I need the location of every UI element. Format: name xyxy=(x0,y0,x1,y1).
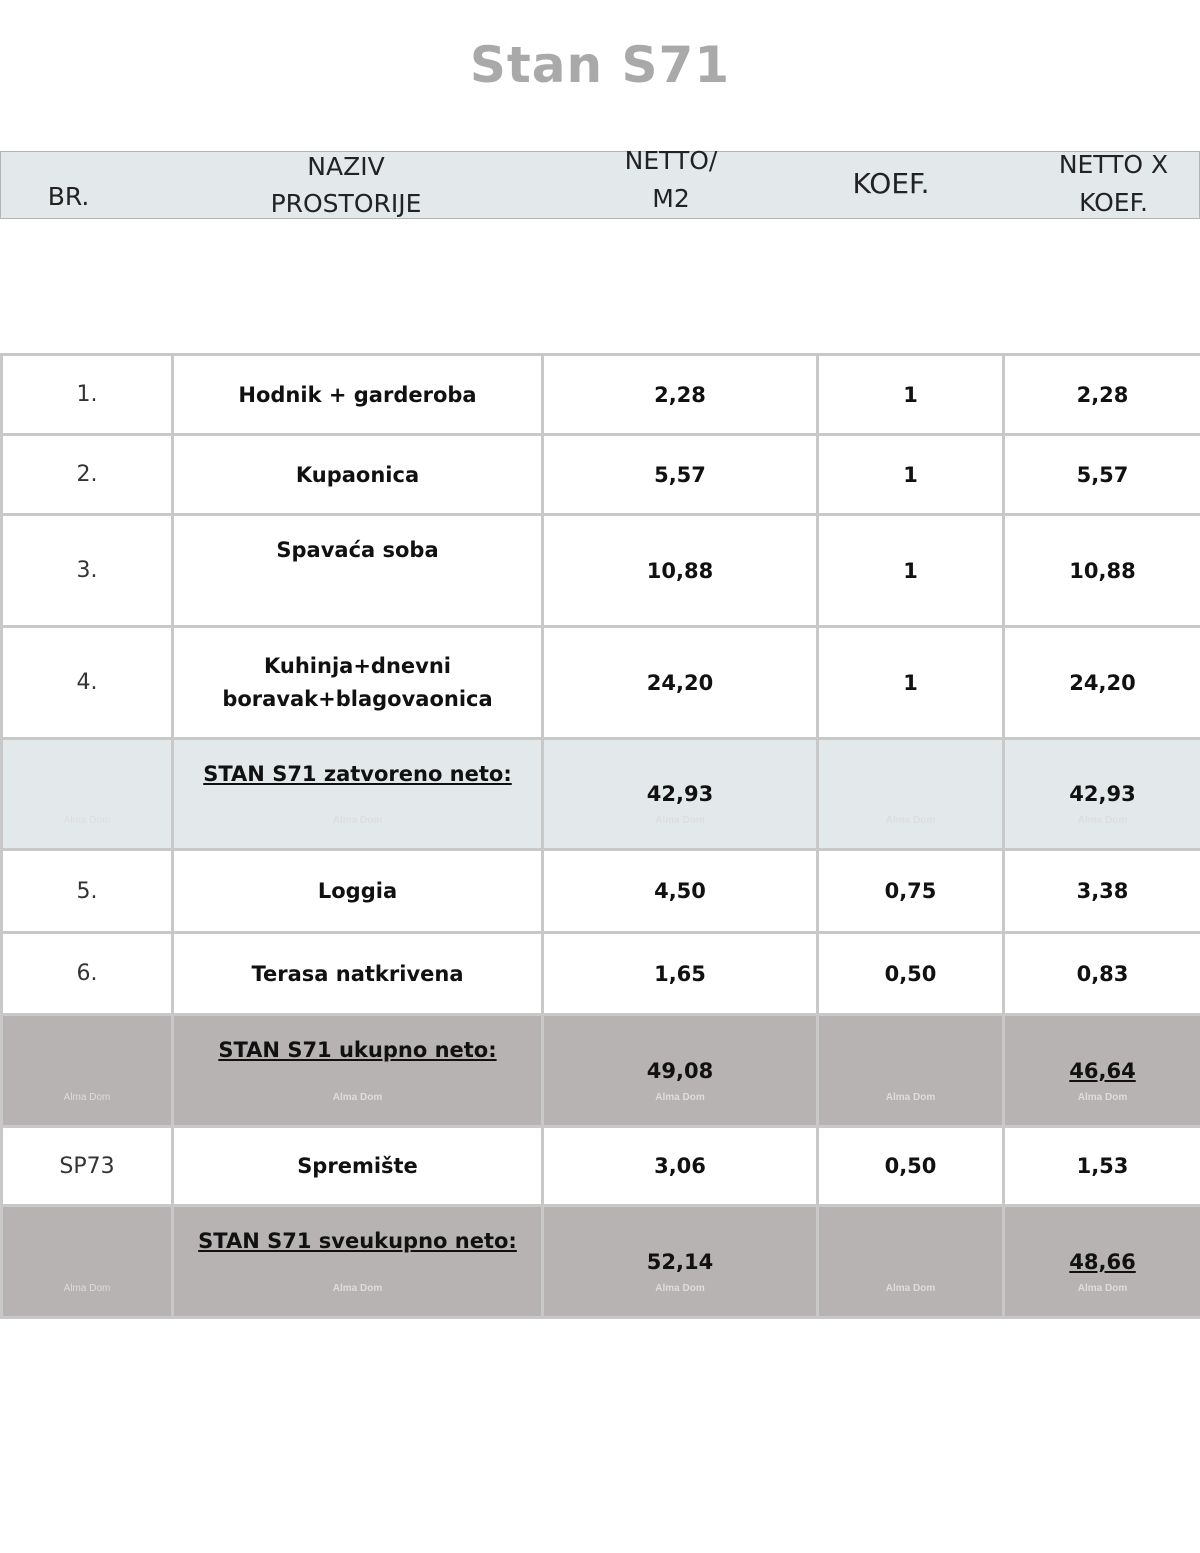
watermark: Alma Dom xyxy=(1077,1092,1128,1103)
cell-netto-m2-text: 4,50 xyxy=(654,879,706,903)
header-netto-line2: M2 xyxy=(652,184,690,213)
watermark: Alma Dom xyxy=(332,815,383,826)
header-netto-x-koef-line2: KOEF. xyxy=(1079,188,1148,217)
cell-room-name-text: STAN S71 ukupno neto: xyxy=(218,1038,497,1062)
cell-netto-m2-text: 52,14 xyxy=(646,1249,714,1274)
cell-room-name-text: Spavaća soba xyxy=(276,538,439,562)
cell-room-name-text: STAN S71 zatvoreno neto: xyxy=(203,762,512,786)
cell-netto-m2 xyxy=(543,355,818,435)
cell-netto-x-koef-text: 10,88 xyxy=(1069,558,1136,583)
watermark: Alma Dom xyxy=(332,1283,383,1294)
cell-netto-m2 xyxy=(543,435,818,515)
cell-koef xyxy=(818,1127,1004,1206)
summary-row xyxy=(2,739,1200,850)
watermark: Alma Dom xyxy=(655,815,705,826)
cell-netto-x-koef xyxy=(1004,739,1200,850)
cell-netto-x-koef-text: 24,20 xyxy=(1069,670,1136,695)
cell-number xyxy=(2,933,173,1015)
cell-netto-x-koef-text: 3,38 xyxy=(1076,879,1129,903)
cell-koef xyxy=(818,627,1004,739)
cell-room-name-text: Loggia xyxy=(317,879,398,903)
header-naziv-line1: NAZIV xyxy=(307,152,385,181)
cell-number xyxy=(2,355,173,435)
cell-netto-x-koef xyxy=(1004,1206,1200,1318)
table-row xyxy=(2,515,1200,627)
watermark: Alma Dom xyxy=(63,815,111,826)
cell-room-name xyxy=(173,627,543,739)
cell-number-text: 6. xyxy=(76,961,98,986)
cell-number-text: 1. xyxy=(76,382,98,407)
cell-netto-m2-text: 1,65 xyxy=(654,961,706,986)
cell-netto-x-koef xyxy=(1004,1127,1200,1206)
summary-row xyxy=(2,1015,1200,1127)
watermark: Alma Dom xyxy=(332,1092,383,1103)
cell-room-name-text: Kuhinja+dnevni boravak+blagovaonica xyxy=(222,653,493,711)
watermark: Alma Dom xyxy=(655,1092,705,1103)
table-row xyxy=(2,355,1200,435)
cell-number-text: 3. xyxy=(76,558,98,583)
watermark: Alma Dom xyxy=(63,1283,111,1294)
cell-netto-x-koef-text: 2,28 xyxy=(1076,382,1129,407)
cell-netto-x-koef-text: 5,57 xyxy=(1076,462,1129,487)
cell-room-name-text: STAN S71 sveukupno neto: xyxy=(198,1229,517,1253)
cell-number-text: 2. xyxy=(76,462,98,487)
header-koef: KOEF. xyxy=(852,167,930,200)
cell-netto-m2 xyxy=(543,515,818,627)
cell-koef-text: 0,50 xyxy=(884,1154,937,1178)
header-netto-x-koef-line1: NETTO X xyxy=(1058,150,1169,179)
header-netto-line1: NETTO/ xyxy=(624,146,718,175)
cell-room-name-text: Terasa natkrivena xyxy=(251,961,464,986)
table-row xyxy=(2,1127,1200,1206)
cell-netto-m2 xyxy=(543,627,818,739)
cell-koef-text: 0,50 xyxy=(884,961,937,986)
watermark: Alma Dom xyxy=(1077,1283,1128,1294)
cell-room-name-text: Spremište xyxy=(297,1154,418,1178)
cell-netto-x-koef xyxy=(1004,850,1200,933)
cell-room-name xyxy=(173,1206,543,1318)
cell-koef xyxy=(818,435,1004,515)
cell-koef-text: 1 xyxy=(903,462,918,487)
cell-room-name xyxy=(173,435,543,515)
cell-netto-m2 xyxy=(543,739,818,850)
cell-room-name xyxy=(173,515,543,627)
table-row xyxy=(2,627,1200,739)
cell-number-text: 5. xyxy=(76,878,98,904)
table-row xyxy=(2,435,1200,515)
cell-koef-text: 0,75 xyxy=(884,879,937,903)
cell-netto-m2-text: 5,57 xyxy=(654,462,706,487)
cell-koef-text: 1 xyxy=(903,558,918,583)
watermark: Alma Dom xyxy=(1077,815,1128,826)
cell-netto-m2-text: 3,06 xyxy=(654,1154,706,1178)
header-br: BR. xyxy=(47,182,90,211)
cell-netto-x-koef-text: 0,83 xyxy=(1076,961,1129,986)
cell-netto-x-koef-text: 1,53 xyxy=(1076,1154,1129,1178)
header-naziv-line2: PROSTORIJE xyxy=(270,189,422,218)
cell-netto-x-koef xyxy=(1004,355,1200,435)
cell-room-name xyxy=(173,1127,543,1206)
cell-room-name xyxy=(173,850,543,933)
cell-netto-m2 xyxy=(543,1127,818,1206)
cell-netto-m2-text: 49,08 xyxy=(646,1058,714,1083)
cell-number xyxy=(2,850,173,933)
table-header xyxy=(0,146,1200,219)
table-row xyxy=(2,933,1200,1015)
cell-netto-x-koef-text: 42,93 xyxy=(1069,782,1136,806)
watermark: Alma Dom xyxy=(63,1092,111,1103)
cell-netto-x-koef xyxy=(1004,1015,1200,1127)
cell-netto-m2 xyxy=(543,1206,818,1318)
cell-koef-text: 1 xyxy=(903,670,918,695)
cell-netto-x-koef xyxy=(1004,435,1200,515)
cell-number xyxy=(2,515,173,627)
cell-room-name xyxy=(173,1015,543,1127)
summary-row xyxy=(2,1206,1200,1318)
watermark: Alma Dom xyxy=(885,1092,936,1103)
cell-koef xyxy=(818,515,1004,627)
cell-netto-m2-text: 24,20 xyxy=(646,670,714,695)
cell-number xyxy=(2,1127,173,1206)
cell-number xyxy=(2,1015,173,1127)
cell-number xyxy=(2,435,173,515)
cell-number xyxy=(2,739,173,850)
cell-netto-x-koef-text: 46,64 xyxy=(1069,1058,1136,1083)
cell-netto-m2 xyxy=(543,933,818,1015)
cell-netto-m2-text: 42,93 xyxy=(646,782,714,806)
cell-koef xyxy=(818,739,1004,850)
cell-koef xyxy=(818,850,1004,933)
page-title: Stan S71 xyxy=(469,36,731,94)
cell-koef xyxy=(818,1206,1004,1318)
cell-netto-x-koef xyxy=(1004,515,1200,627)
cell-netto-m2 xyxy=(543,850,818,933)
cell-netto-m2-text: 2,28 xyxy=(654,382,706,407)
cell-room-name xyxy=(173,739,543,850)
watermark: Alma Dom xyxy=(885,1283,936,1294)
cell-room-name-text: Hodnik + garderoba xyxy=(238,382,477,407)
watermark: Alma Dom xyxy=(655,1283,705,1294)
cell-koef xyxy=(818,933,1004,1015)
cell-netto-m2-text: 10,88 xyxy=(646,558,714,583)
cell-koef xyxy=(818,355,1004,435)
cell-number xyxy=(2,1206,173,1318)
cell-netto-x-koef xyxy=(1004,627,1200,739)
cell-room-name xyxy=(173,933,543,1015)
watermark: Alma Dom xyxy=(885,815,936,826)
cell-room-name-text: Kupaonica xyxy=(295,462,420,487)
cell-number-text: SP73 xyxy=(59,1153,115,1179)
cell-koef xyxy=(818,1015,1004,1127)
room-area-table xyxy=(0,353,1200,1319)
cell-netto-x-koef-text: 48,66 xyxy=(1069,1249,1136,1274)
cell-number xyxy=(2,627,173,739)
cell-koef-text: 1 xyxy=(903,382,918,407)
cell-number-text: 4. xyxy=(76,670,98,695)
cell-netto-x-koef xyxy=(1004,933,1200,1015)
cell-netto-m2 xyxy=(543,1015,818,1127)
cell-room-name xyxy=(173,355,543,435)
table-row xyxy=(2,850,1200,933)
